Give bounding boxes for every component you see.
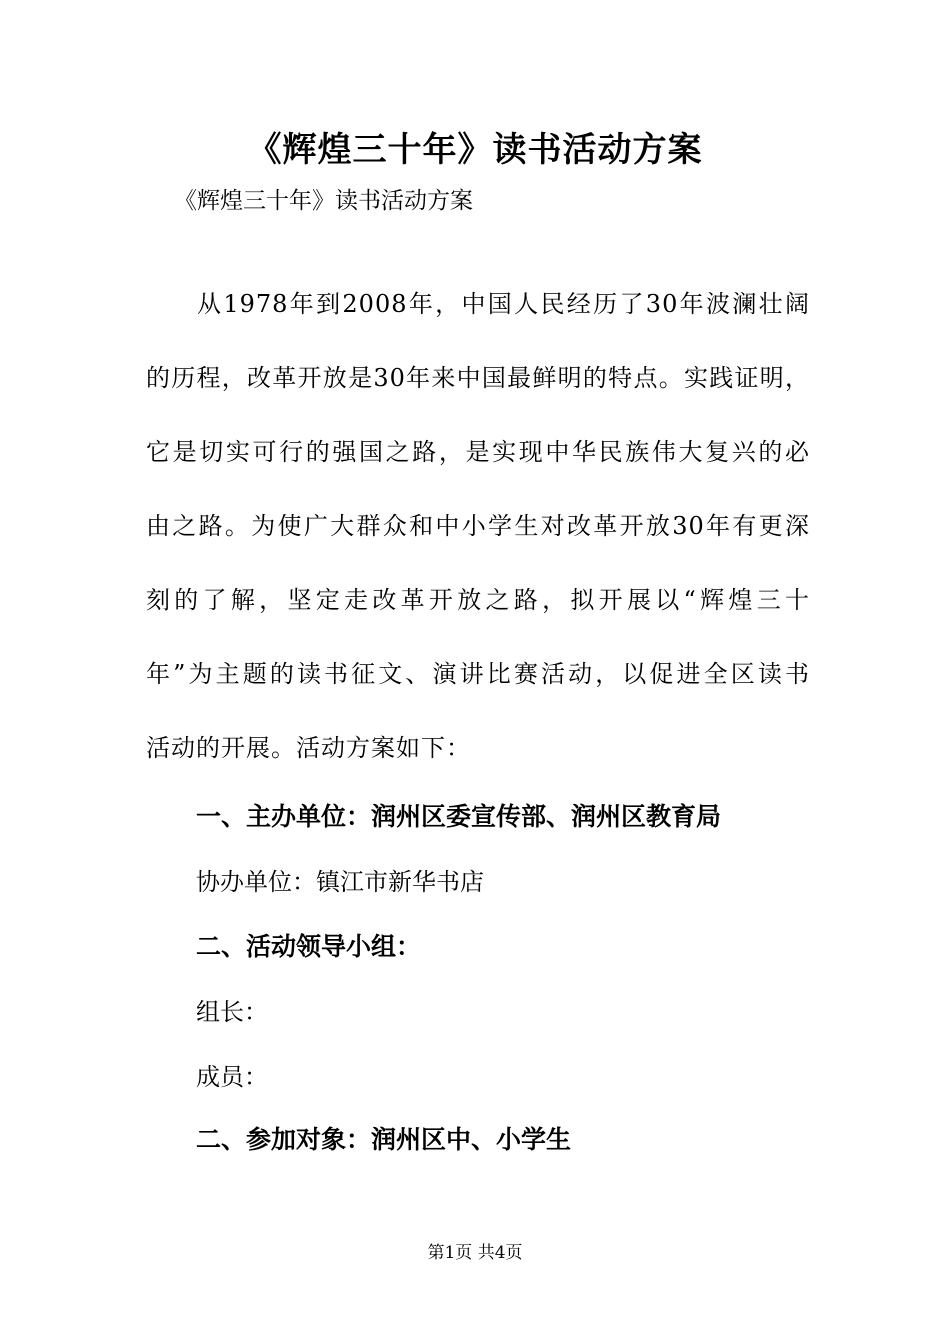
intro-line: 从1978年到2008年，中国人民经历了30年波澜壮阔 <box>197 290 810 318</box>
document-title: 《辉煌三十年》读书活动方案 <box>247 130 703 170</box>
members-label: 成员： <box>196 1063 268 1091</box>
intro-line: 的历程，改革开放是30年来中国最鲜明的特点。实践证明， <box>146 364 810 392</box>
page-footer: 第1页 共4页 <box>427 1243 523 1263</box>
leader-label: 组长： <box>196 998 268 1026</box>
intro-paragraph <box>146 286 810 767</box>
section-organizer-heading: 一、主办单位：润州区委宣传部、润州区教育局 <box>196 802 722 831</box>
intro-line: 由之路。为使广大群众和中小学生对改革开放30年有更深 <box>146 512 810 540</box>
section-participants-heading: 二、参加对象：润州区中、小学生 <box>196 1125 572 1154</box>
document-subtitle: 《辉煌三十年》读书活动方案 <box>174 188 473 214</box>
intro-line: 它是切实可行的强国之路，是实现中华民族伟大复兴的必 <box>146 438 810 466</box>
intro-line: 活动的开展。活动方案如下： <box>146 734 471 762</box>
intro-line: 年”为主题的读书征文、演讲比赛活动，以促进全区读书 <box>146 660 810 688</box>
co-organizer-text: 协办单位：镇江市新华书店 <box>196 868 484 896</box>
intro-line: 刻的了解，坚定走改革开放之路，拟开展以“辉煌三十 <box>146 586 810 614</box>
section-leadership-heading: 二、活动领导小组： <box>196 932 422 961</box>
